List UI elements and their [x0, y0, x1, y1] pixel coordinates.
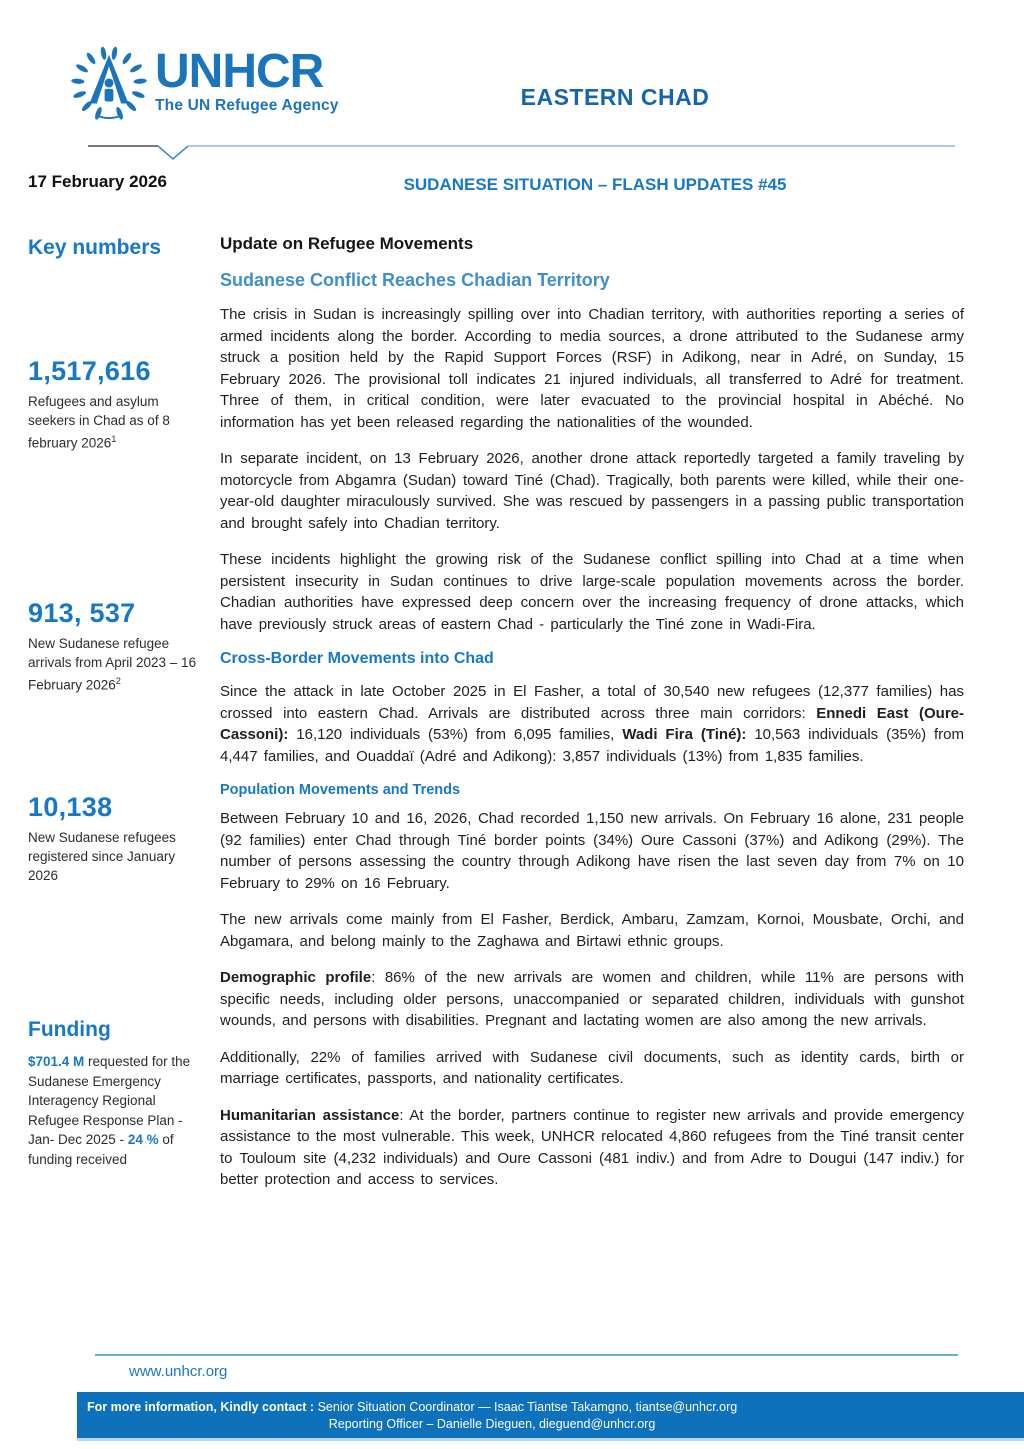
stat-caption: Refugees and asylum seekers in Chad as of 8 february 2026$^1$ — [28, 394, 170, 451]
document-date: 17 February 2026 — [28, 172, 167, 191]
paragraph-humanitarian-assistance: Humanitarian assistance: At the border, partners continue to register new arrivals and provide emergency assistance to the most vulnerable. This week, UNHCR relocated 4,860 refugees from the Tiné transit center to Touloum site (4,232 individuals) and Oure Cassoni (481 indiv.) and from Adre to Dougui (147 indiv.) for better protection and access to services. — [220, 1106, 964, 1188]
unhcr-emblem-icon — [70, 42, 148, 122]
logo-text — [155, 45, 339, 115]
heading-crossborder: Cross-Border Movements into Chad — [220, 650, 494, 667]
contact-line-1 — [87, 1400, 1024, 1414]
stat-value: 1,517,616 — [28, 356, 151, 386]
paragraph-corridors: Since the attack in late October 2025 in El Fasher, a total of 30,540 new refugees (12,377 families) has crossed into eastern Chad. Arrivals are distributed across three main corridors: Ennedi East (Oure-Cassoni): 16,120 individuals (53%) from 6,095 families, Wadi Fira (Tiné): 10,563 individuals (35%) from 4,447 families, and Ouaddaï (Adré and Adikong): 3,857 individuals (13%) from 1,835 families. — [220, 683, 964, 765]
stat-refugees-total — [28, 356, 200, 453]
stat-value: 10,138 — [28, 792, 113, 822]
stat-caption: New Sudanese refugees registered since January 2026 — [28, 830, 176, 883]
contact-bar — [77, 1392, 1024, 1441]
bulletin-title: SUDANESE SITUATION – FLASH UPDATES #45 — [403, 175, 787, 194]
heading-trends: Population Movements and Trends — [220, 782, 461, 798]
unhcr-logo — [70, 42, 339, 122]
stat-new-arrivals — [28, 598, 200, 695]
key-numbers-title: Key numbers — [28, 236, 162, 259]
paragraph-civil-documents: Additionally, 22% of families arrived with Sudanese civil documents, such as identity cards, birth or marriage certificates, passports, and nationality certificates. — [220, 1048, 964, 1087]
page-title: EASTERN CHAD — [520, 84, 710, 110]
paragraph-family-attack: In separate incident, on 13 February 2026, another drone attack reportedly targeted a family traveling by motorcycle from Abgamra (Sudan) toward Tiné (Chad). Tragically, both parents were killed, while their one-year-old daughter miraculously survived. She was rescued by passengers in a passing public transportation and brought safely into Chadian territory. — [220, 450, 964, 532]
contact-label: For more information, Kindly contact : — [87, 1400, 315, 1414]
logo-tagline: The UN Refugee Agency — [155, 97, 339, 115]
footer-divider — [95, 1354, 958, 1356]
paragraph-demographic-profile: Demographic profile: 86% of the new arrivals are women and children, while 11% are persons with specific needs, including older persons, unaccompanied or separated children, individuals with gunshot wounds, and persons with disabilities. Pregnant and lactating women are also among the new arrivals. — [220, 969, 964, 1029]
header-divider-chevron — [88, 143, 958, 163]
funding-text: $701.4 M requested for the Sudanese Emergency Interagency Regional Refugee Response Plan - Jan- Dec 2025 - 24 % of funding received — [28, 1054, 191, 1167]
section-title-update: Update on Refugee Movements — [220, 234, 474, 253]
paragraph-drone-strike: The crisis in Sudan is increasingly spilling over into Chadian territory, with authorities reporting a series of armed incidents along the border. According to media sources, a drone attributed to the Sudanese army struck a position held by the Rapid Support Forces (RSF) in Adikong, near in Adré, on Sunday, 15 February 2026. The provisional toll indicates 21 injured individuals, all transferred to Adré for treatment. Three of them, in critical condition, were later evacuated to the provincial hospital in Abéché. No information has yet been released regarding the nationalities of the wounded. — [220, 306, 964, 431]
main-content — [220, 234, 964, 1206]
paragraph-origins: The new arrivals come mainly from El Fasher, Berdick, Ambaru, Zamzam, Kornoi, Mousbate, Orchi, and Abgamara, and belong mainly to the Zaghawa and Birtawi ethnic groups. — [220, 911, 964, 950]
stat-caption: New Sudanese refugee arrivals from April 2023 – 16 February 2026$^2$ — [28, 636, 197, 693]
paragraph-incidents-risk: These incidents highlight the growing risk of the Sudanese conflict spilling into Chad at a time when persistent insecurity in Sudan continues to drive large-scale population movements across the border. Chadian authorities have expressed deep concern over the increasing frequency of drone attacks, which have previously struck areas of eastern Chad - particularly the Tiné zone in Wadi-Fira. — [220, 551, 964, 633]
stat-value: 913, 537 — [28, 598, 136, 628]
logo-wordmark: UNHCR — [155, 45, 324, 98]
funding-title: Funding — [28, 1018, 111, 1041]
stat-registered — [28, 792, 200, 885]
contact-coordinator: Senior Situation Coordinator — Isaac Tiantse Takamgno, tiantse@unhcr.org — [317, 1400, 738, 1414]
contact-line-2: Reporting Officer – Danielle Dieguen, dieguend@unhcr.org — [328, 1417, 656, 1431]
heading-conflict: Sudanese Conflict Reaches Chadian Territory — [220, 270, 610, 290]
website-link[interactable]: www.unhcr.org — [129, 1363, 228, 1380]
paragraph-weekly-arrivals: Between February 10 and 16, 2026, Chad recorded 1,150 new arrivals. On February 16 alone, 231 people (92 families) enter Chad through Tiné border points (34%) Oure Cassoni (37%) and Adikong (29%). The number of persons assessing the country through Adikong have risen the last seven day from 7% on 10 February to 29% on 16 February. — [220, 810, 964, 892]
